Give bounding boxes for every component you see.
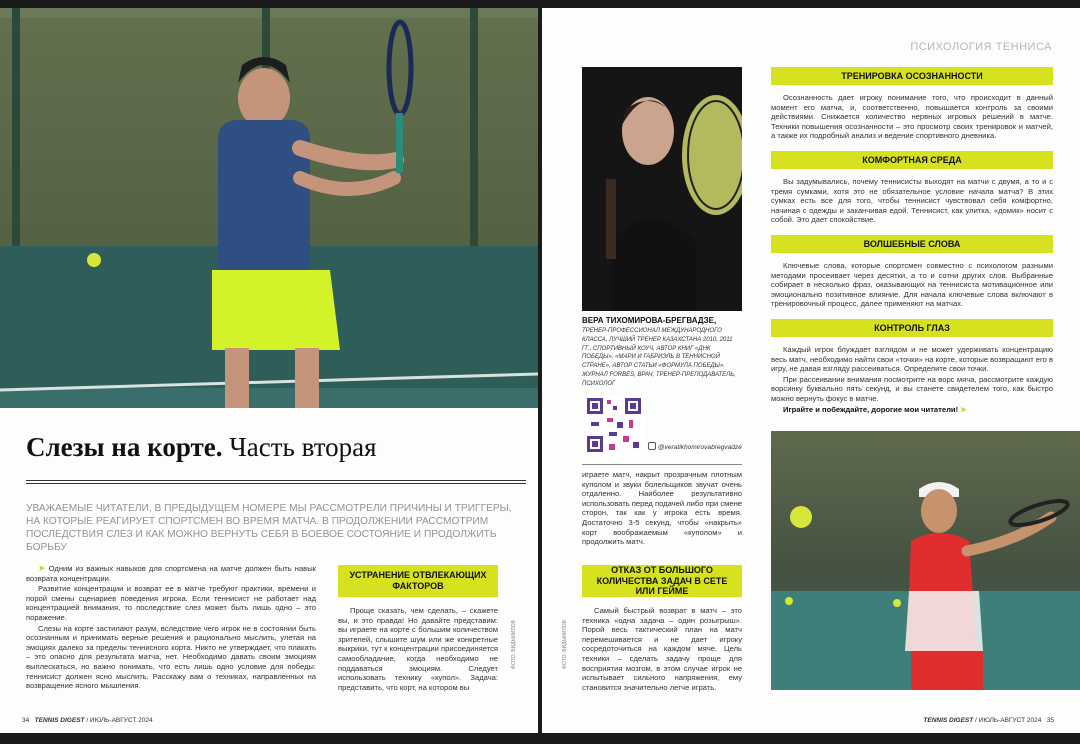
mid-column-2 — [582, 606, 742, 693]
social-handle-text: @veratikhomirovabregvadze — [657, 444, 742, 451]
comfort-para-1: Вы задумывались, почему теннисисты выходят на матчи с двумя, а то и с тремя сумками, хотя это не обязательное условие начала матча? В этих сумках есть все для того, чтобы теннисист чувствовал себя комфортно, начиная с одежды и заканчивая едой. Теннисист, как улитка, «домик» носит с собой. Это дает спокойствие. — [771, 177, 1053, 225]
closing-line — [771, 405, 1053, 415]
title-rule-2 — [26, 483, 526, 484]
section-magic-words-text — [771, 261, 1053, 310]
lead-paragraph: УВАЖАЕМЫЕ ЧИТАТЕЛИ, В ПРЕДЫДУЩЕМ НОМЕРЕ МЫ РАССМОТРЕЛИ ПРИЧИНЫ И ТРИГГЕРЫ, НА КОТОРЫЕ РЕАГИРУЕТ СПОРТСМЕН ВО ВРЕМЯ МАТЧА. В ПРОДОЛЖЕНИИ РАССМОТРИМ ПОСЛЕДСТВИЯ СЛЕЗ И КАК МОЖНО ВЕРНУТЬ СЕБЯ В БОЕВОЕ СОСТОЯНИЕ И ПРОДОЛЖИТЬ БОРЬБУ — [26, 503, 512, 553]
mid-para-1: играете матч, накрыт прозрачным плотным куполом и звуки болельщиков звучат очень отдаленно. Наиболее результативно использовать перед подачей либо при смене сторон, так как у игрока есть время. Достаточно 3-5 секунд, чтобы «накрыть» корт воображаемым «куполом» и продолжить матч. — [582, 470, 742, 547]
end-mark-icon: ➤ — [960, 404, 967, 414]
magic-words-para-1: Ключевые слова, которые спортсмен совместно с психологом разными методами просеивает через десятки, а то и сотни других слов. Выбранные собирает в несколько фраз, оказывающих на теннисиста мотивационное или эмоционально позитивное влияние. Для начала ключевые слова включают в тренировочный процесс, далее применяют на матчах. — [771, 261, 1053, 309]
photo-credit-left: ФОТО: ВИДЬМИЛОВ — [511, 620, 517, 669]
col2-para-1: Проще сказать, чем сделать, – скажете вы, и это правда! Но давайте представим: вы играете на корте с большим количеством зрителей, слышите шум или же конкретные выкрики, тут к концентрации присоединяется самообладание, когда необходимо не поддаваться эмоциям. Следует использовать технику «купол». Задача: представить, что корт, на котором вы — [338, 606, 498, 692]
title-regular: Часть вторая — [229, 432, 377, 462]
author-portrait — [582, 67, 742, 311]
section-eye-control-title: КОНТРОЛЬ ГЛАЗ — [771, 319, 1053, 337]
col1-para-2: Развитие концентрации и возврат ее в матче требуют практики, времени и порой смены сценариев поведения игрока. Если теннисист не работает над концентрацией внимания, то последствие слез может быть лишь одно – это поражение. — [26, 584, 316, 622]
col1-para-1 — [26, 564, 316, 583]
section-mindfulness-title: ТРЕНИРОВКА ОСОЗНАННОСТИ — [771, 67, 1053, 85]
social-handle[interactable] — [648, 442, 742, 451]
box-one-task-title: ОТКАЗ ОТ БОЛЬШОГО КОЛИЧЕСТВА ЗАДАЧ В СЕТЕ ИЛИ ГЕЙМЕ — [582, 565, 742, 597]
eye-control-para-1: Каждый игрок блуждает взглядом и не может удерживать концентрацию весь матч, необходимо найти свои «точки» на корте, которые возвращают его в игру, не давая взгляду рассеиваться. Определите свои точки. — [771, 345, 1054, 374]
section-comfort-title: КОМФОРТНАЯ СРЕДА — [771, 151, 1053, 169]
section-eye-control-text — [771, 345, 1053, 415]
folio-right — [923, 717, 1054, 724]
eye-control-para-2: При рассеивании внимания посмотрите на ворс мяча, рассмотрите каждую ворсинку буквально пять секунд, и вы станете свидетелем того, как быстро можно вернуть фокус в матче. — [771, 374, 1053, 403]
left-column-1 — [26, 564, 316, 692]
title-bold: Слезы на корте. — [26, 432, 223, 462]
col1-para-1-text: Одним из важных навыков для спортсмена на матче должен быть навык возврата концентрации. — [26, 564, 316, 583]
instagram-icon — [648, 442, 656, 450]
folio-left — [22, 717, 153, 724]
author-bio: ТРЕНЕР-ПРОФЕССИОНАЛ МЕЖДУНАРОДНОГО КЛАССА, ЛУЧШИЙ ТРЕНЕР КАЗАХСТАНА 2010, 2011 ГГ., СПОРТИВНЫЙ КОУЧ, АВТОР КНИГ «ДНК ПОБЕДЫ», «МАРИ И ГАБРИЭЛЬ В ТЕННИСНОЙ СТРАНЕ», АВТОР СТАТЬИ «ФОРМУЛА ПОБЕДЫ». ЖУРНАЛ FORBES, ВРАЧ, ТРЕНЕР-ПРЕПОДАВАТЕЛЬ, ПСИХОЛОГ — [582, 328, 736, 387]
page-number-left: 34 — [22, 717, 30, 724]
left-page — [0, 8, 538, 733]
box-distractions-title: УСТРАНЕНИЕ ОТВЛЕКАЮЩИХ ФАКТОРОВ — [338, 565, 498, 597]
section-comfort-text — [771, 177, 1053, 226]
closing-text: Играйте и побеждайте, дорогие мои читатели! — [783, 404, 959, 414]
title-rule — [26, 480, 526, 481]
section-magic-words-title: ВОЛШЕБНЫЕ СЛОВА — [771, 235, 1053, 253]
left-column-2 — [338, 606, 498, 693]
magazine-name-left: TENNIS DIGEST — [34, 717, 85, 724]
mid-para-2: Самый быстрый возврат в матч – это техника «одна задача – один розыгрыш». Порой весь тактический план на матч перемешивается и не дает игроку сосредоточиться на каждом мяче. Цель техники – сделать задачу проще для восприятия мозгом, в этом случае игрок не испытывает сильного напряжения, ему становится значительно легче играть. — [582, 606, 742, 692]
page-number-right: 35 — [1046, 717, 1054, 724]
author-column-rule — [582, 464, 742, 465]
right-page — [542, 8, 1080, 733]
issue-right: / ИЮЛЬ-АВГУСТ 2024 — [975, 717, 1042, 724]
issue-left: / ИЮЛЬ-АВГУСТ 2024 — [86, 717, 153, 724]
magazine-name-right: TENNIS DIGEST — [923, 717, 974, 724]
article-title — [26, 432, 377, 463]
qr-code — [585, 396, 643, 454]
arrow-bullet-icon: ➤ — [38, 563, 46, 573]
mid-column-1 — [582, 470, 742, 548]
boy-red-shirt-photo — [771, 431, 1080, 690]
author-name: ВЕРА ТИХОМИРОВА-БРЕГВАДЗЕ, — [582, 316, 717, 325]
photo-credit-right: ФОТО: ВИДЬМИЛОВ — [562, 620, 568, 669]
boy-backhand-photo — [0, 8, 538, 408]
section-mindfulness-text — [771, 93, 1053, 142]
col1-para-3: Слезы на корте застилают разум, вследствие чего игрок не в состоянии быть осознанным и принимать верные решения и рационально мыслить, улетая на эмоциях далеко за пределы теннисного корта. Никто не утверждает, что плакать – это опасно для результата матча, нет. Необходимо давать своим эмоциям выплескаться, но важно понимать, что есть лишь одно условие для победы: теннисист должен ясно мыслить. Расскажу вам о техниках, направленных на возвращение ясного мышления. — [26, 623, 316, 691]
section-header: ПСИХОЛОГИЯ ТЕННИСА — [910, 41, 1052, 53]
mindfulness-para-1: Осознанность дает игроку понимание того, что происходит в данный момент его матча, и, соответственно, повышается контроль за своими действиями. Снижается количество нервных игровых решений в матче. Техники повышения осознанности – это просмотр своих тренировок и матчей, а также их подробный анализ и ведение спортивного дневника. — [771, 93, 1053, 141]
